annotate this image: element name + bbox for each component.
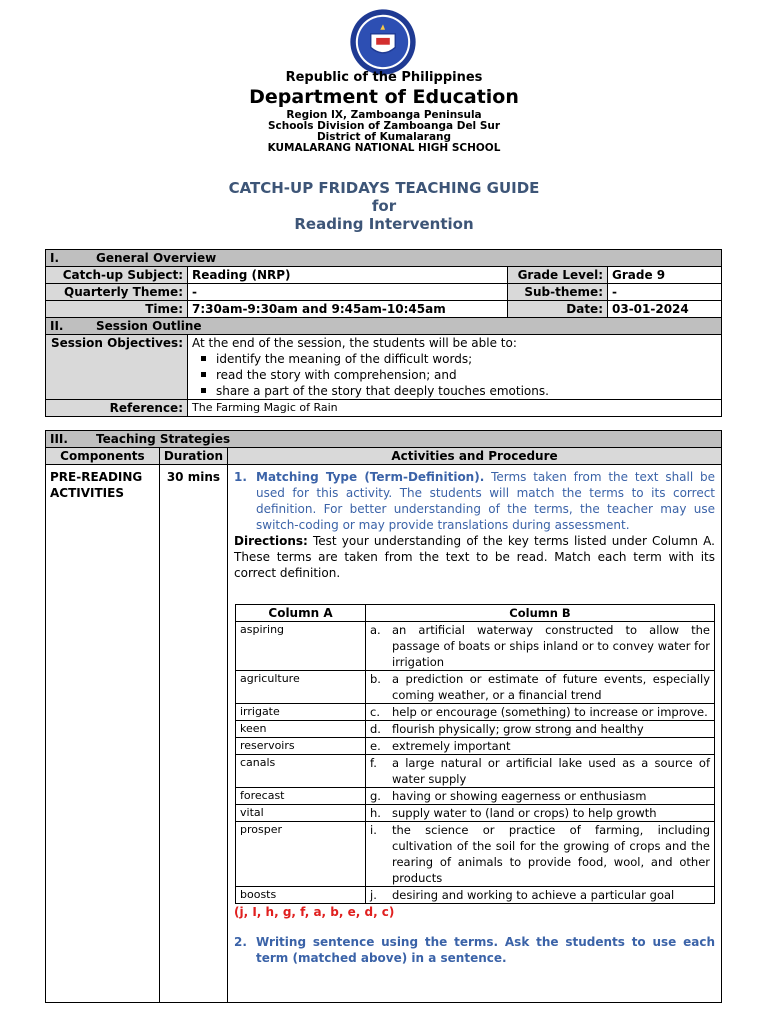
- subtheme-label: Sub-theme:: [508, 284, 608, 301]
- definition: help or encourage (something) to increase or improve.: [392, 705, 708, 719]
- definition: flourish physically; grow strong and healthy: [392, 722, 644, 736]
- division-line: Schools Division of Zamboanga Del Sur: [267, 120, 501, 132]
- table-row: [236, 822, 715, 887]
- department-heading: Department of Education: [249, 86, 519, 108]
- activity-1: 1. Matching Type (Term-Definition). Terms taken from the text shall be used for this activity. The students will match the terms to its correct definition. For better understanding of the terms, the teacher may use switch-coding or may provide translations during assessment.: [234, 470, 715, 532]
- directions-label: Directions:: [234, 534, 308, 548]
- definition: desiring and working to achieve a particular goal: [392, 888, 675, 902]
- letter: c.: [370, 705, 380, 719]
- republic-heading: Republic of the Philippines: [285, 70, 483, 85]
- table-row: [236, 671, 715, 704]
- grade-label: Grade Level:: [508, 267, 608, 284]
- term: prosper: [236, 822, 366, 887]
- region-line: Region IX, Zamboanga Peninsula: [286, 109, 482, 121]
- grade-value: Grade 9: [608, 267, 722, 284]
- table-row: [236, 704, 715, 721]
- term: forecast: [236, 788, 366, 805]
- subject-value: Reading (NRP): [188, 267, 508, 284]
- objectives-label: Session Objectives:: [46, 335, 188, 400]
- guide-title-for: for: [371, 197, 397, 215]
- objectives-intro: At the end of the session, the students will be able to:: [192, 336, 517, 350]
- objective-item: identify the meaning of the difficult words;: [192, 351, 717, 367]
- letter: b.: [370, 672, 381, 686]
- col-duration: Duration: [159, 448, 227, 465]
- definition: having or showing eagerness or enthusiasm: [392, 789, 647, 803]
- subject-label: Catch-up Subject:: [46, 267, 188, 284]
- activity-1-title: Matching Type (Term-Definition).: [256, 470, 485, 484]
- definition: the science or practice of farming, including cultivation of the soil for the growing of crops and the rearing of animals to provide food, wool, and other products: [392, 823, 710, 885]
- letter: h.: [370, 806, 381, 820]
- letter: g.: [370, 789, 381, 803]
- letter: e.: [370, 739, 381, 753]
- guide-subtitle: Reading Intervention: [294, 215, 474, 233]
- theme-value: -: [188, 284, 508, 301]
- duration-cell: 30 mins: [159, 465, 227, 1003]
- table-row: [236, 887, 715, 904]
- definition: extremely important: [392, 739, 511, 753]
- term: vital: [236, 805, 366, 822]
- time-value: 7:30am-9:30am and 9:45am-10:45am: [188, 301, 508, 318]
- reference-label: Reference:: [46, 400, 188, 417]
- table-row: [236, 721, 715, 738]
- col-components: Components: [46, 448, 160, 465]
- objective-item: read the story with comprehension; and: [192, 367, 717, 383]
- table-row: [236, 805, 715, 822]
- term: keen: [236, 721, 366, 738]
- letter: a.: [370, 623, 381, 637]
- term: agriculture: [236, 671, 366, 704]
- letter: i.: [370, 823, 377, 837]
- term: irrigate: [236, 704, 366, 721]
- objective-item: share a part of the story that deeply touches emotions.: [192, 383, 717, 399]
- deped-seal-logo: [349, 8, 417, 76]
- letter: d.: [370, 722, 381, 736]
- objectives-list: [192, 351, 717, 399]
- table-row: [236, 788, 715, 805]
- date-label: Date:: [508, 301, 608, 318]
- definition: a prediction or estimate of future events, especially coming weather, or a financial trend: [392, 672, 710, 702]
- school-line: KUMALARANG NATIONAL HIGH SCHOOL: [267, 142, 501, 154]
- guide-title: CATCH-UP FRIDAYS TEACHING GUIDE: [228, 179, 540, 197]
- directions-text: Test your understanding of the key terms listed under Column A. These terms are taken from the text to be read. Match each term with its correct definition.: [234, 534, 715, 580]
- table-row: [236, 738, 715, 755]
- activity-2-text: Writing sentence using the terms. Ask the students to use each term (matched above) in a sentence.: [256, 935, 715, 965]
- definition: a large natural or artificial lake used as a source of water supply: [392, 756, 710, 786]
- reference-value: The Farming Magic of Rain: [188, 400, 722, 417]
- activity-2: 2. Writing sentence using the terms. Ask the students to use each term (matched above) in a sentence.: [234, 935, 715, 965]
- time-label: Time:: [46, 301, 188, 318]
- term: canals: [236, 755, 366, 788]
- section-session-outline: II. Session Outline: [46, 318, 722, 335]
- definition: an artificial waterway constructed to allow the passage of boats or ships inland or to convey water for irrigation: [392, 623, 710, 669]
- district-line: District of Kumalarang: [316, 131, 452, 143]
- letter: f.: [370, 756, 377, 770]
- term: reservoirs: [236, 738, 366, 755]
- term: boosts: [236, 887, 366, 904]
- table-row: [236, 755, 715, 788]
- activities-cell: [228, 465, 722, 1003]
- letter: j.: [370, 888, 377, 902]
- activity-1-text: Terms taken from the text shall be used for this activity. The students will match the terms to its correct definition. For better understanding of the terms, the teacher may use switch-coding or may provide translations during assessment.: [256, 470, 715, 532]
- matching-table: [235, 604, 715, 904]
- strategies-table: [45, 430, 722, 1003]
- directions: [234, 533, 715, 581]
- col-activities: Activities and Procedure: [228, 448, 722, 465]
- definition: supply water to (land or crops) to help growth: [392, 806, 657, 820]
- section-teaching-strategies: III. Teaching Strategies: [46, 431, 722, 448]
- table-row: [236, 622, 715, 671]
- section-general-overview: I. General Overview: [46, 250, 722, 267]
- column-b-header: Column B: [366, 605, 715, 622]
- subtheme-value: -: [608, 284, 722, 301]
- answer-key: (j, I, h, g, f, a, b, e, d, c): [234, 905, 395, 919]
- overview-table: [45, 249, 722, 417]
- term: aspiring: [236, 622, 366, 671]
- date-value: 03-01-2024: [608, 301, 722, 318]
- theme-label: Quarterly Theme:: [46, 284, 188, 301]
- objectives-cell: [188, 335, 722, 400]
- column-a-header: Column A: [236, 605, 366, 622]
- component-cell: PRE-READING ACTIVITIES: [46, 465, 160, 1003]
